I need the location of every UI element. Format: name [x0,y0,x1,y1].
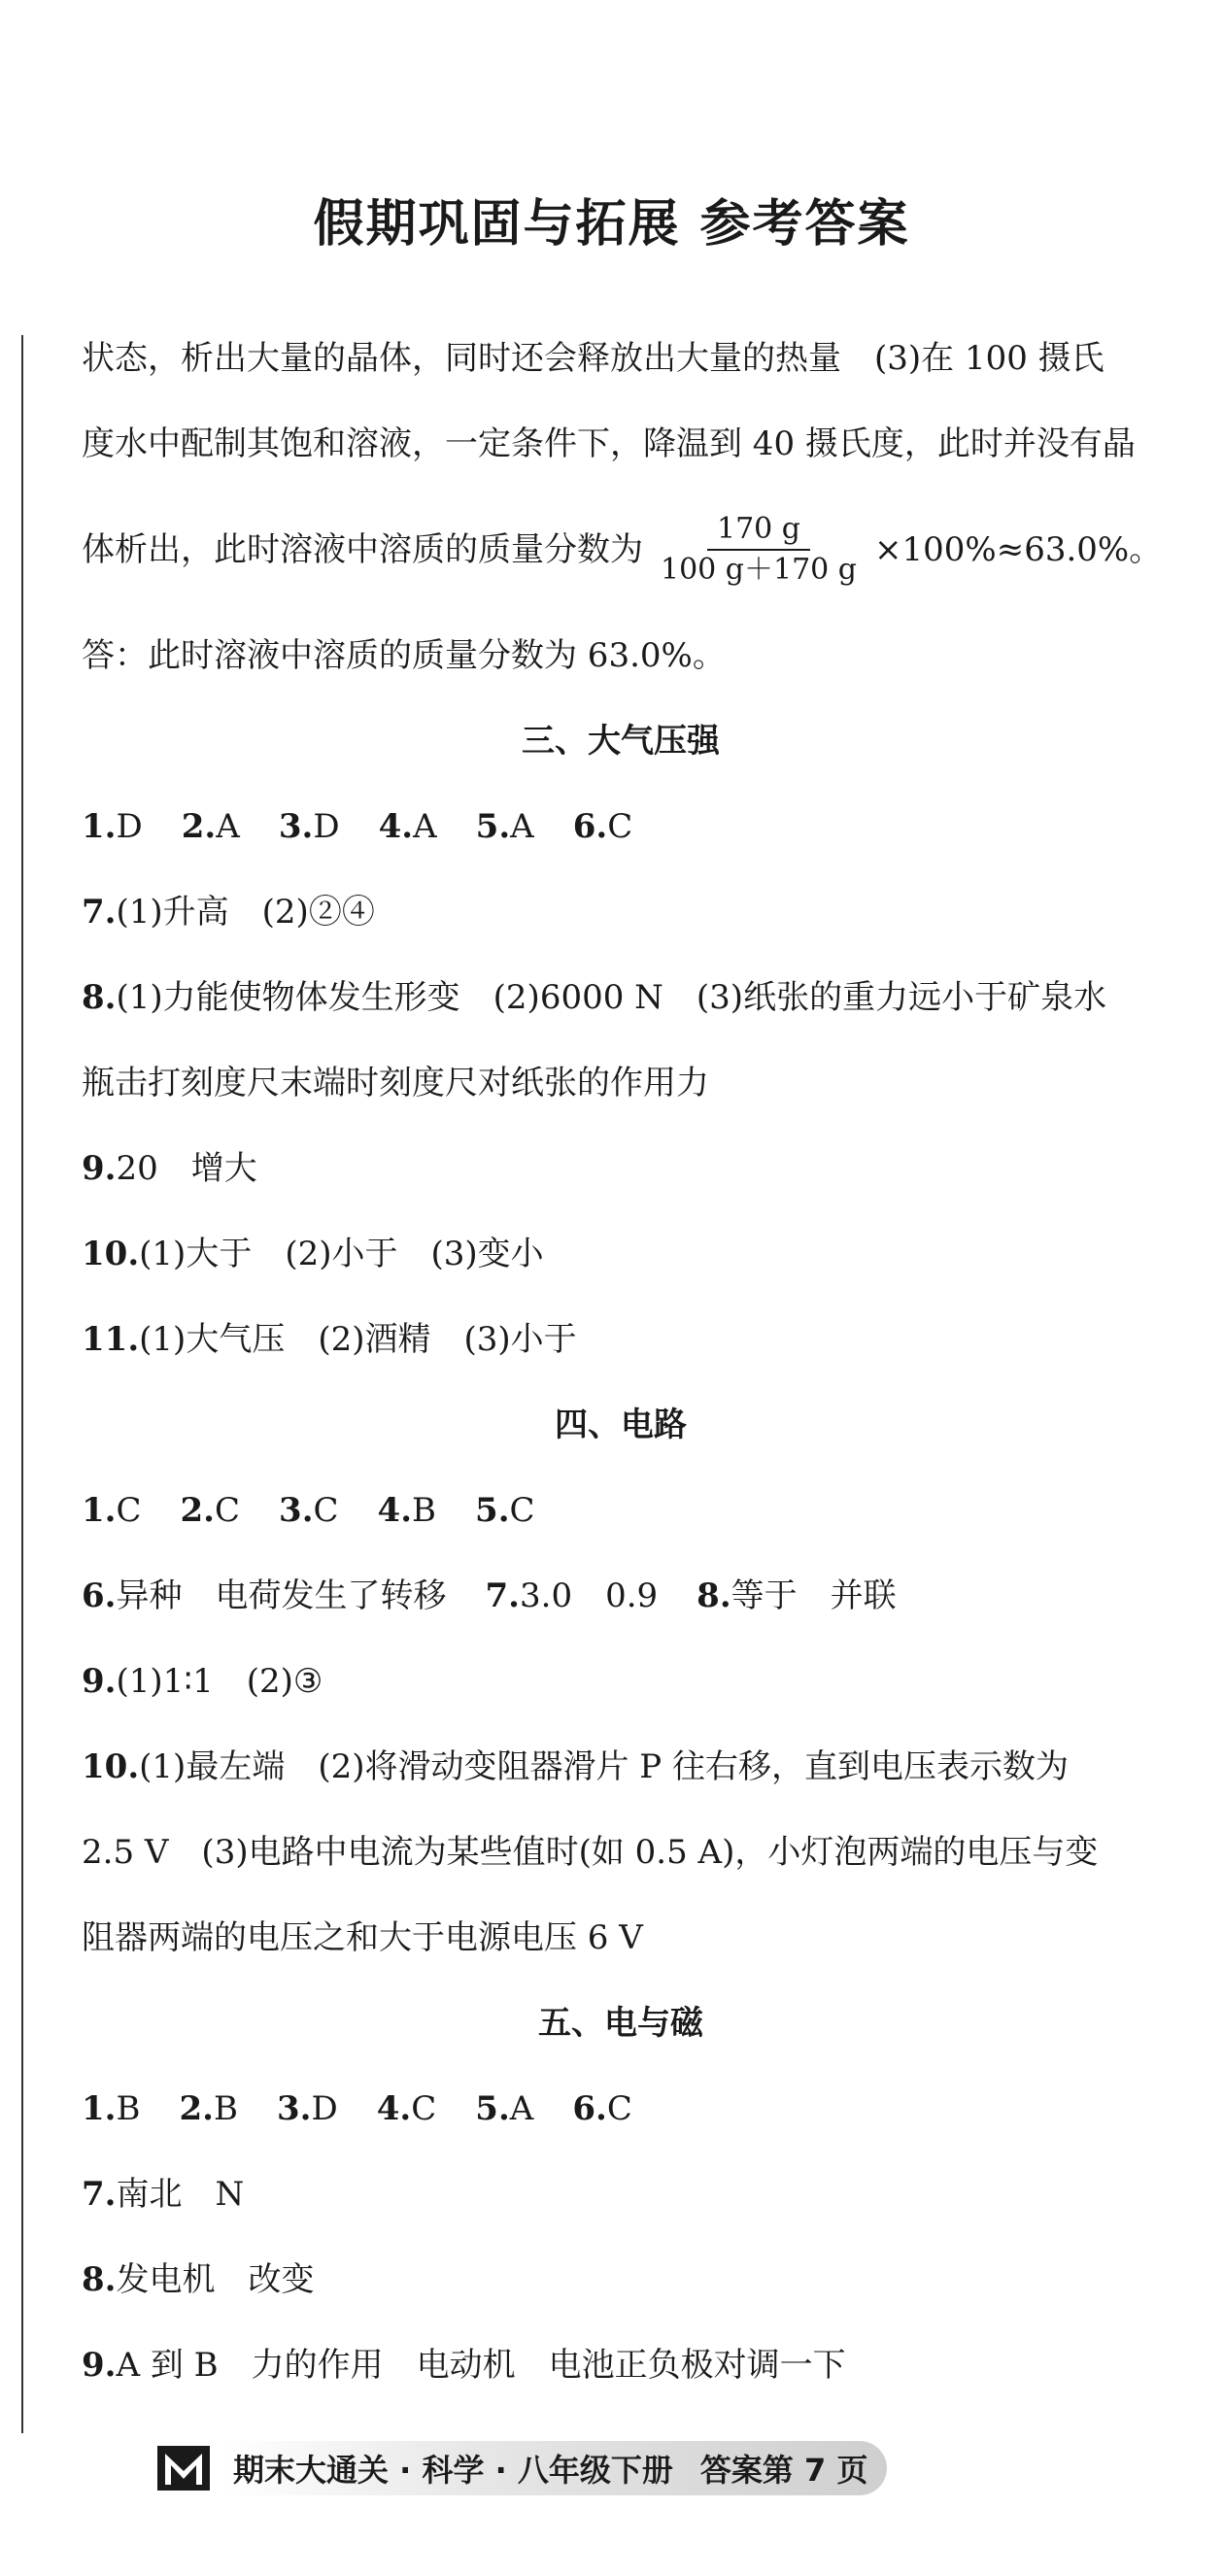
sec5-q7: 7. 南北 N [82,2175,245,2214]
section-title-circuits: 四、电路 [555,1406,687,1444]
footer-bar [223,2441,887,2495]
section-title-atmospheric-pressure: 三、大气压强 [522,722,720,761]
sec3-choice-answers: 1. D 2. A 3. D 4. A 5. A 6. C [82,807,633,846]
sec4-choice-answers: 1. C 2. C 3. C 4. B 5. C [82,1491,535,1530]
intro-line-4: 答：此时溶液中溶质的质量分数为 63.0%。 [82,636,726,675]
sec4-q10-cont-1: 2.5 V (3)电路中电流为某些值时(如 0.5 A)，小灯泡两端的电压与变 [82,1833,1099,1872]
fraction-numerator: 170 g [707,510,810,551]
series-logo-icon [155,2440,212,2496]
intro-line-3-suffix: ×100%≈63.0%。 [874,530,1163,569]
sec5-choice-answers: 1. B 2. B 3. D 4. C 5. A 6. C [82,2089,632,2128]
intro-line-3-prefix: 体析出，此时溶液中溶质的质量分数为 [82,530,643,569]
sec3-q8-cont: 瓶击打刻度尺末端时刻度尺对纸张的作用力 [82,1064,709,1102]
sec5-q8: 8. 发电机 改变 [82,2260,315,2299]
mass-fraction [651,510,866,590]
fraction-denominator: 100 g＋170 g [661,553,858,587]
page-footer [155,2436,1049,2500]
sec4-q9: 9. (1)1∶1 (2)③ [82,1662,323,1701]
intro-line-2: 度水中配制其饱和溶液，一定条件下，降温到 40 摄氏度，此时并没有晶 [82,424,1136,463]
intro-line-1: 状态，析出大量的晶体，同时还会释放出大量的热量 (3)在 100 摄氏 [82,339,1104,378]
footer-book-title: 期末大通关 · 科学 · 八年级下册 [233,2452,673,2489]
sec3-q9: 9. 20 增大 [82,1149,257,1188]
sec4-q6-q8: 6. 异种 电荷发生了转移 7. 3.0 0.9 8. 等于 并联 [82,1576,897,1615]
footer-page-number: 答案第 7 页 [699,2452,868,2489]
section-title-electromagnetism: 五、电与磁 [538,2004,703,2043]
sec5-q9: 9. A 到 B 力的作用 电动机 电池正负极对调一下 [82,2346,846,2385]
page-title: 假期巩固与拓展 参考答案 [313,195,910,254]
sec4-q10-cont-2: 阻器两端的电压之和大于电源电压 6 V [82,1918,643,1957]
sec3-q7: 7. (1)升高 (2)②④ [82,893,375,932]
sec3-q11: 11. (1)大气压 (2)酒精 (3)小于 [82,1320,577,1359]
left-margin-rule [21,335,23,2433]
intro-line-3 [82,487,1163,613]
sec3-q8: 8. (1)力能使物体发生形变 (2)6000 N (3)纸张的重力远小于矿泉水 [82,978,1107,1017]
answer-content [82,316,1163,2408]
sec4-q10: 10. (1)最左端 (2)将滑动变阻器滑片 P 往右移，直到电压表示数为 [82,1747,1069,1786]
sec3-q10: 10. (1)大于 (2)小于 (3)变小 [82,1235,544,1273]
